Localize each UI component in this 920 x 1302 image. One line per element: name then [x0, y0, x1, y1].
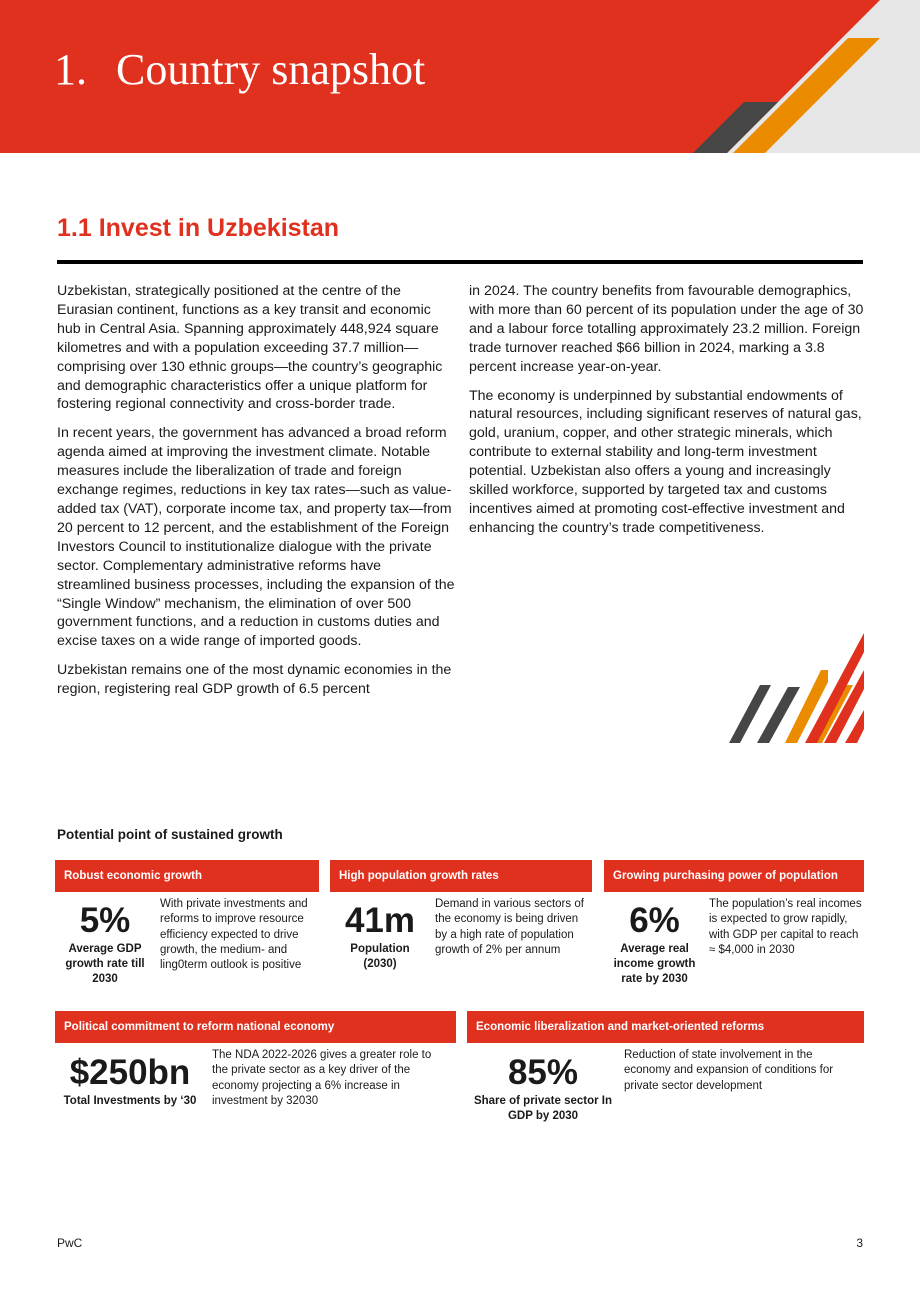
- footer-brand: PwC: [57, 1236, 83, 1250]
- card-value: 85%: [507, 1053, 579, 1092]
- paragraph: Uzbekistan remains one of the most dynamic economies in the region, registering real GDP growth of 6.5 percent: [57, 662, 452, 698]
- card-caption: Total Investments by ‘30: [63, 1095, 197, 1107]
- header-band: [0, 0, 920, 153]
- card-caption: Average real income growth rate by 2030: [613, 943, 696, 985]
- card-description: Demand in various sectors of the economy is being driven by a high rate of population growth of 2% per annum: [435, 898, 584, 956]
- card-description: The NDA 2022-2026 gives a greater role to the private sector as a key driver of the economy projecting a 6% increase in investment by 32030: [212, 1049, 432, 1107]
- growth-section-heading: Potential point of sustained growth: [57, 827, 283, 842]
- card-caption: Average GDP growth rate till 2030: [65, 943, 145, 985]
- paragraph: Uzbekistan, strategically positioned at the centre of the Eurasian continent, functions as a key transit and economic hub in Central Asia. Spanning approximately 448,924 square kilometres and with a population exceeding 37.7 million—comprising over 130 ethnic groups—the country’s geographic and demographic characteristics offer a unique platform for fostering regional connectivity and cross-border trade.: [57, 283, 443, 413]
- decorative-stripes-graphic: [700, 630, 870, 750]
- chapter-heading: [54, 44, 425, 95]
- card-description: With private investments and reforms to improve resource efficiency expected to drive growth, the medium- and ling0term outlook is positive: [160, 898, 308, 972]
- chapter-title: Country snapshot: [116, 45, 426, 94]
- body-column-right: [469, 282, 867, 548]
- card-description: The population’s real incomes is expected to grow rapidly, with GDP per capital to reach ≈ $4,000 in 2030: [709, 898, 862, 956]
- card-value: $250bn: [69, 1053, 191, 1092]
- paragraph: In recent years, the government has advanced a broad reform agenda aimed at improving the investment climate. Notable measures include the liberalization of trade and foreign exchange regimes, reductions in key tax rates—such as value-added tax (VAT), corporate income tax, and property tax—from 20 percent to 12 percent, and the establishment of the Foreign Investors Council to institutionalize dialogue with the private sector. Complementary administrative reforms have streamlined business processes, including the expansion of the “Single Window” mechanism, the elimination of over 500 government functions, and a reduction in customs duties and excise taxes on a wide range of imported goods.: [57, 425, 455, 650]
- section-divider: [57, 260, 863, 264]
- card-title-bar: Growing purchasing power of population: [604, 860, 864, 892]
- card-description: Reduction of state involvement in the economy and expansion of conditions for private sector development: [624, 1049, 834, 1092]
- card-title-bar: Robust economic growth: [55, 860, 319, 892]
- card-value: 5%: [79, 901, 131, 940]
- card-value: 6%: [629, 901, 680, 940]
- card-caption: Share of private sector In GDP by 2030: [473, 1095, 613, 1122]
- card-title-bar: High population growth rates: [330, 860, 592, 892]
- paragraph: in 2024. The country benefits from favourable demographics, with more than 60 percent of its population under the age of 30 and a labour force totalling approximately 23.2 million. Foreign trade turnover reached $66 billion in 2024, marking a 3.8 percent increase year-on-year.: [469, 283, 864, 375]
- card-caption: Population (2030): [350, 943, 410, 970]
- body-column-left: [57, 282, 455, 709]
- chapter-number: 1.: [54, 45, 87, 94]
- card-value: 41m: [344, 901, 416, 940]
- card-title-bar: Economic liberalization and market-oriented reforms: [467, 1011, 864, 1043]
- paragraph: The economy is underpinned by substantial endowments of natural resources, including significant reserves of natural gas, gold, uranium, copper, and other strategic minerals, which contribute to external stability and long-term investment potential. Uzbekistan also offers a young and increasingly skilled workforce, supported by targeted tax and customs incentives aimed at promoting cost-effective investment and enhancing the country’s trade competitiveness.: [469, 387, 862, 536]
- page-number: 3: [856, 1236, 863, 1250]
- section-title: 1.1 Invest in Uzbekistan: [57, 214, 340, 242]
- card-title-bar: Political commitment to reform national economy: [55, 1011, 456, 1043]
